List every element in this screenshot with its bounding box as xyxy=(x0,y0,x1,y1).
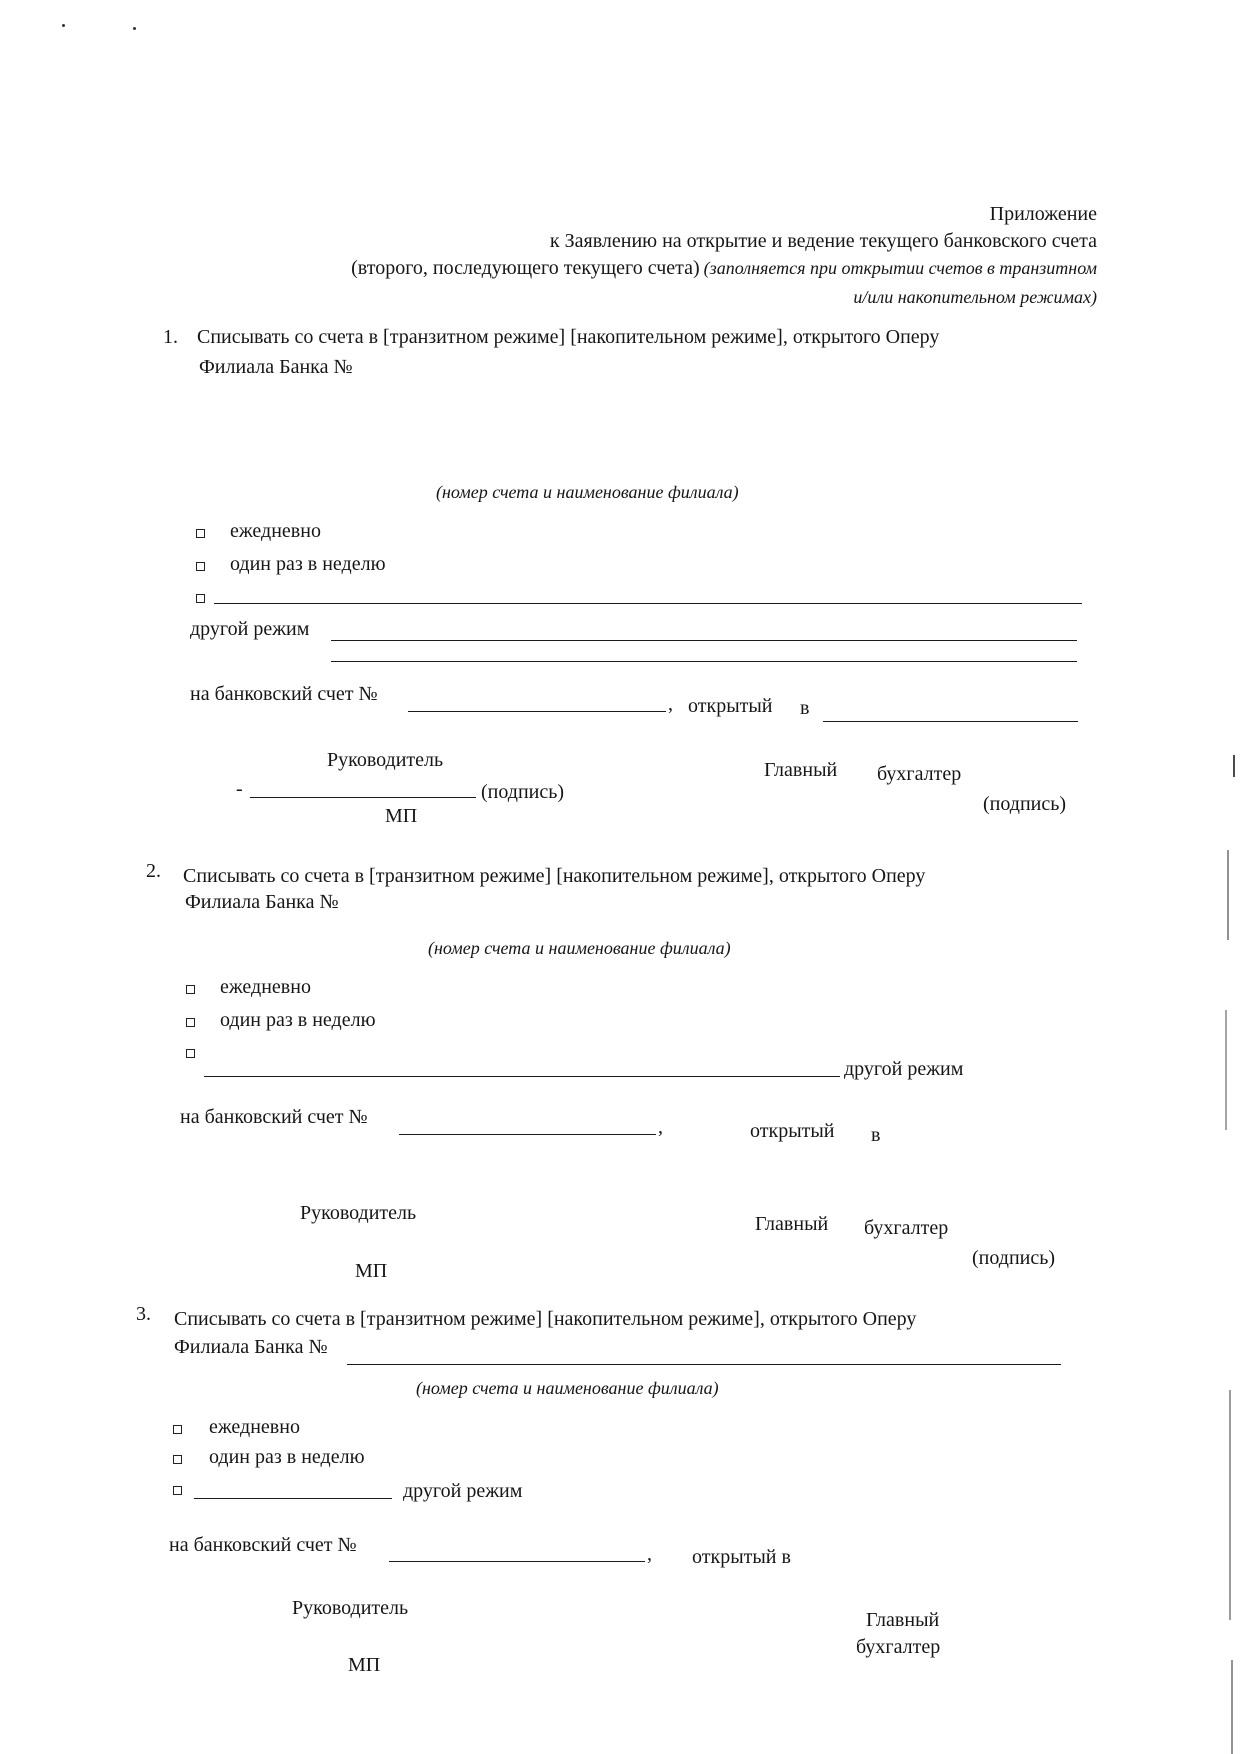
comma: , xyxy=(647,1543,652,1565)
section-lead: Списывать со счета в [транзитном режиме] [накопительном режиме], открытого Оперу xyxy=(174,1308,917,1330)
account-label: на банковский счет № xyxy=(180,1106,368,1128)
checkbox-weekly[interactable] xyxy=(196,562,205,571)
account-number-field[interactable] xyxy=(399,1134,656,1135)
branch-label: Филиала Банка № xyxy=(174,1336,328,1358)
stamp-label: МП xyxy=(385,805,418,827)
scan-edge-mark xyxy=(1229,1390,1231,1620)
other-mode-field-3[interactable] xyxy=(331,661,1077,662)
checkbox-daily[interactable] xyxy=(173,1425,182,1434)
accountant-signature-caption: (подпись) xyxy=(983,793,1067,815)
section-lead: Списывать со счета в [транзитном режиме] [накопительном режиме], открытого Оперу xyxy=(197,326,940,348)
accountant-signature-caption: (подпись) xyxy=(972,1247,1056,1269)
accountant-label-1: Главный xyxy=(764,759,838,781)
head-label: Руководитель xyxy=(292,1597,409,1619)
head-signature-caption: (подпись) xyxy=(481,781,565,803)
option-daily-label: ежедневно xyxy=(220,976,311,998)
comma: , xyxy=(658,1116,663,1138)
comma: , xyxy=(668,693,673,715)
header-line-2-plain: (второго, последующего текущего счета) xyxy=(351,257,700,279)
header-line-1: к Заявлению на открытие и ведение текущего банковского счета xyxy=(549,230,1097,252)
option-daily-label: ежедневно xyxy=(230,520,321,542)
account-caption: (номер счета и наименование филиала) xyxy=(436,482,739,502)
section-number: 2. xyxy=(146,860,161,882)
other-mode-field[interactable] xyxy=(214,603,1082,604)
checkbox-other[interactable] xyxy=(196,594,205,603)
other-mode-field[interactable] xyxy=(194,1498,392,1499)
header-title: Приложение xyxy=(989,203,1097,225)
stamp-label: МП xyxy=(355,1260,388,1282)
opened-label: открытый xyxy=(750,1120,835,1142)
header-line-2 xyxy=(351,257,1097,280)
accountant-label-2: бухгалтер xyxy=(856,1636,941,1658)
stamp-label: МП xyxy=(348,1654,381,1676)
scan-speck xyxy=(133,27,136,30)
checkbox-weekly[interactable] xyxy=(186,1018,195,1027)
account-caption: (номер счета и наименование филиала) xyxy=(416,1378,719,1398)
account-number-field[interactable] xyxy=(408,711,666,712)
section-number: 1. xyxy=(163,326,178,348)
accountant-label-2: бухгалтер xyxy=(864,1217,949,1239)
option-weekly-label: один раз в неделю xyxy=(230,553,386,575)
branch-label: Филиала Банка № xyxy=(199,356,353,378)
checkbox-daily[interactable] xyxy=(196,529,205,538)
scan-edge-mark xyxy=(1225,1010,1227,1130)
accountant-label-1: Главный xyxy=(866,1609,940,1631)
branch-number-field[interactable] xyxy=(347,1364,1061,1365)
head-label: Руководитель xyxy=(300,1202,417,1224)
other-mode-field[interactable] xyxy=(204,1076,840,1077)
branch-label-cut: Филиала Банка № xyxy=(185,891,339,913)
account-caption: (номер счета и наименование филиала) xyxy=(428,938,731,958)
checkbox-weekly[interactable] xyxy=(173,1455,182,1464)
option-other-label: другой режим xyxy=(190,618,310,640)
account-number-field[interactable] xyxy=(389,1561,645,1562)
scan-edge-mark xyxy=(1233,755,1235,777)
option-other-label: другой режим xyxy=(403,1480,523,1502)
option-weekly-label: один раз в неделю xyxy=(220,1009,376,1031)
checkbox-other[interactable] xyxy=(173,1486,182,1495)
checkbox-daily[interactable] xyxy=(186,985,195,994)
scan-edge-mark xyxy=(1227,850,1229,940)
section-number: 3. xyxy=(136,1303,151,1325)
head-signature-field[interactable] xyxy=(250,797,476,798)
opened-in-label: открытый в xyxy=(692,1546,791,1568)
head-label: Руководитель xyxy=(327,749,444,771)
option-other-label: другой режим xyxy=(844,1058,964,1080)
dash: - xyxy=(236,778,243,800)
opened-in-field[interactable] xyxy=(823,721,1078,722)
section-lead: Списывать со счета в [транзитном режиме] [накопительном режиме], открытого Оперу xyxy=(183,865,926,887)
in-label: в xyxy=(800,697,810,719)
accountant-label-1: Главный xyxy=(755,1213,829,1235)
checkbox-other[interactable] xyxy=(186,1049,195,1058)
header-line-3: и/или накопительном режимах) xyxy=(853,287,1097,307)
in-label: в xyxy=(871,1124,881,1146)
scan-edge-mark xyxy=(1231,1660,1233,1754)
scan-speck xyxy=(62,24,65,27)
accountant-label-2: бухгалтер xyxy=(877,763,962,785)
header-line-2-italic: (заполняется при открытии счетов в транзитном xyxy=(703,258,1097,278)
account-label: на банковский счет № xyxy=(169,1534,357,1556)
option-weekly-label: один раз в неделю xyxy=(209,1446,365,1468)
account-label: на банковский счет № xyxy=(190,683,378,705)
other-mode-field-2[interactable] xyxy=(331,640,1077,641)
option-daily-label: ежедневно xyxy=(209,1416,300,1438)
opened-label: открытый xyxy=(688,695,773,717)
